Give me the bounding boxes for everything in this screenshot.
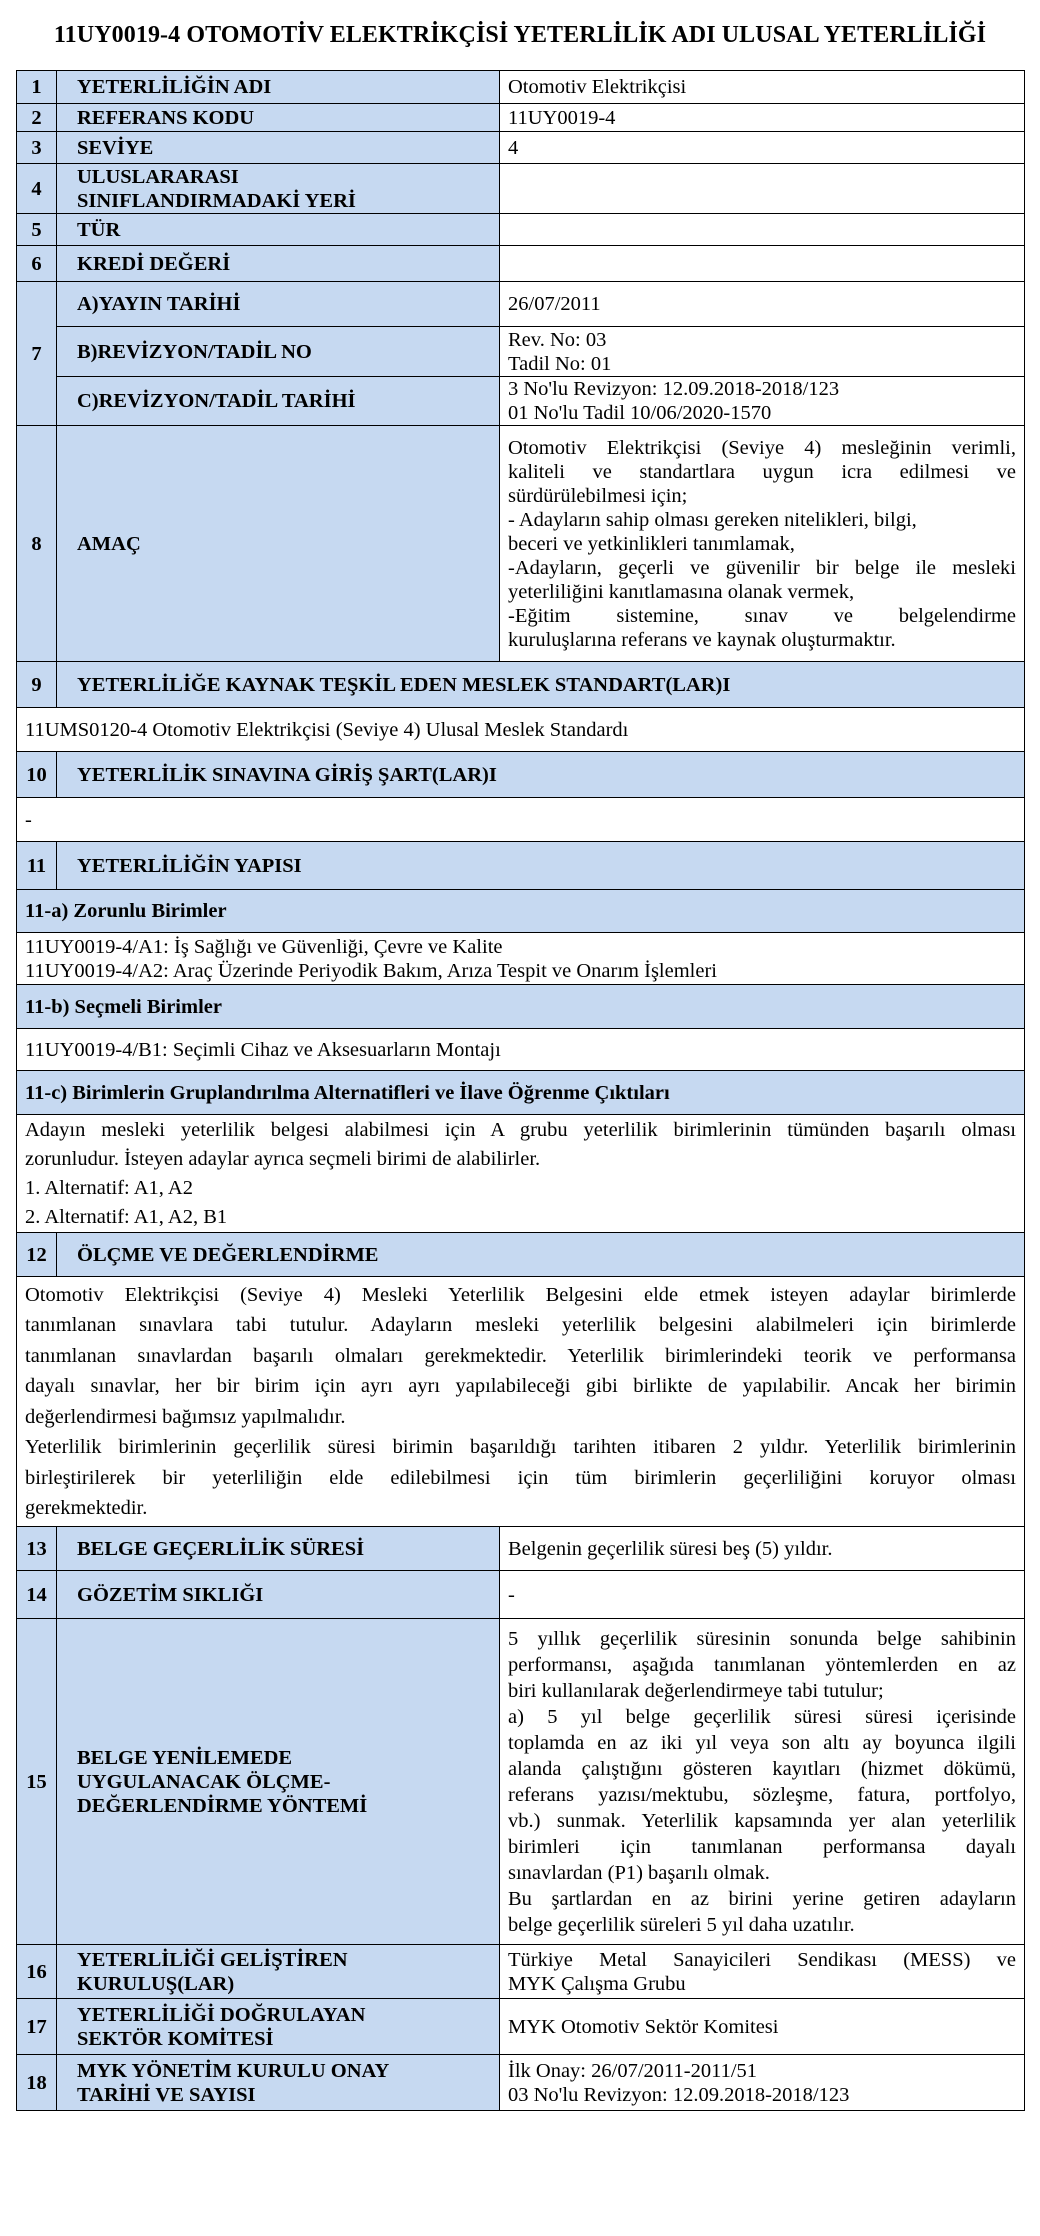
text-line: tanımlanan sınavlardan başarılı olmaları gerekmektedir. Yeterlilik birimlerindeki teorik ve performansa	[25, 1344, 1016, 1367]
row-value	[500, 327, 1025, 377]
text-line: değerlendirmesi bağımsız yapılmalıdır.	[25, 1405, 346, 1428]
document-title: 11UY0019-4 OTOMOTİV ELEKTRİKÇİSİ YETERLİLİK ADI ULUSAL YETERLİLİĞİ	[53, 22, 987, 48]
text-line: biri kullanılarak değerlendirmeye tabi tutulur;	[508, 1679, 884, 1702]
subsection-title: 11-a) Zorunlu Birimler	[17, 890, 1025, 933]
row-11a-title	[17, 890, 1025, 933]
row-17	[17, 1999, 1025, 2055]
row-number: 9	[17, 662, 57, 708]
label-line: TARİHİ VE SAYISI	[77, 2083, 256, 2106]
label-line: DEĞERLENDİRME YÖNTEMİ	[77, 1794, 368, 1817]
row-label: TÜR	[57, 214, 500, 246]
text-line: yeterliliğini kanıtlamasına olanak vermek,	[508, 580, 855, 603]
text-line: beceri ve yetkinlikleri tanımlamak,	[508, 532, 795, 555]
row-1	[17, 71, 1025, 104]
row-16	[17, 1945, 1025, 1999]
subsection-title: 11-c) Birimlerin Gruplandırılma Alternatifleri ve İlave Öğrenme Çıktıları	[17, 1071, 1025, 1115]
row-label: B)REVİZYON/TADİL NO	[57, 327, 500, 377]
row-11b-title	[17, 985, 1025, 1029]
row-8	[17, 426, 1025, 662]
text-line: -Eğitim sistemine, sınav ve belgelendirme	[508, 604, 1016, 627]
row-10-header	[17, 752, 1025, 798]
text-line: zorunludur. İsteyen adaylar ayrıca seçmeli birimi de alabilirler.	[25, 1147, 541, 1170]
row-6	[17, 246, 1025, 282]
row-value: Belgenin geçerlilik süresi beş (5) yıldır.	[500, 1527, 1025, 1571]
row-value: Otomotiv Elektrikçisi	[500, 71, 1025, 104]
row-value	[500, 2055, 1025, 2111]
row-number: 2	[17, 104, 57, 132]
row-11-header	[17, 842, 1025, 890]
row-number: 6	[17, 246, 57, 282]
row-9-content	[17, 708, 1025, 752]
row-number: 13	[17, 1527, 57, 1571]
row-value: -	[500, 1571, 1025, 1619]
row-label: KREDİ DEĞERİ	[57, 246, 500, 282]
row-10-content	[17, 798, 1025, 842]
label-line: SINIFLANDIRMADAKİ YERİ	[77, 189, 356, 212]
value-line: 03 No'lu Revizyon: 12.09.2018-2018/123	[508, 2083, 850, 2106]
label-line: ULUSLARARASI	[77, 165, 239, 188]
row-5	[17, 214, 1025, 246]
qualification-table	[16, 70, 1025, 2111]
text-line: 5 yıllık geçerlilik süresinin sonunda belge sahibinin	[508, 1627, 1016, 1650]
row-label: YETERLİLİĞİN ADI	[57, 71, 500, 104]
row-12-content	[17, 1277, 1025, 1527]
text-line: Adayın mesleki yeterlilik belgesi alabilmesi için A grubu yeterlilik birimlerinin tümünden başarılı olması	[25, 1118, 1016, 1141]
value-line: MYK Çalışma Grubu	[508, 1972, 686, 1995]
text-line: Otomotiv Elektrikçisi (Seviye 4) Mesleki Yeterlilik Belgesini elde etmek isteyen adaylar birimlerde	[25, 1283, 1016, 1306]
grouping-alternatives	[17, 1115, 1025, 1233]
section-header: YETERLİLİK SINAVINA GİRİŞ ŞART(LAR)I	[57, 752, 1025, 798]
text-line: kaliteli ve standartlara uygun icra edilmesi ve	[508, 460, 1016, 483]
text-line: alanda çalıştığını gösteren kayıtları (hizmet dökümü,	[508, 1757, 1016, 1780]
label-line: SEKTÖR KOMİTESİ	[77, 2027, 274, 2050]
row-label: SEVİYE	[57, 132, 500, 164]
text-line: tanımlanan sınavlara tabi tutulur. Adayların mesleki yeterlilik belgesini alabilmeleri için birimlerde	[25, 1314, 1016, 1336]
row-value: MYK Otomotiv Sektör Komitesi	[500, 1999, 1025, 2055]
row-value	[500, 246, 1025, 282]
text-line: Yeterlilik birimlerinin geçerlilik süresi birimin başarıldığı tarihten itibaren 2 yıldır. Yeterlilik birimlerinin	[25, 1436, 1016, 1458]
assessment-text	[17, 1277, 1025, 1527]
text-line: -Adayların, geçerli ve güvenilir bir belge ile mesleki	[508, 556, 1016, 579]
label-line: YETERLİLİĞİ DOĞRULAYAN	[77, 2003, 366, 2026]
text-line: birleştirilerek bir yeterliliğin elde edilebilmesi için tüm birimlerin geçerliliğini koruyor olması	[25, 1466, 1016, 1489]
row-label: BELGE GEÇERLİLİK SÜRESİ	[57, 1527, 500, 1571]
row-label: A)YAYIN TARİHİ	[57, 282, 500, 327]
row-value	[500, 1945, 1025, 1999]
label-line: BELGE YENİLEMEDE	[77, 1746, 293, 1769]
purpose-text	[500, 426, 1025, 662]
row-value: 4	[500, 132, 1025, 164]
value-line: 3 No'lu Revizyon: 12.09.2018-2018/123	[508, 378, 840, 400]
text-line: birimleri için tanımlanan performansa dayalı	[508, 1835, 1016, 1858]
value-line: 01 No'lu Tadil 10/06/2020-1570	[508, 402, 772, 424]
row-value: 11UY0019-4	[500, 104, 1025, 132]
value-line: Tadil No: 01	[508, 352, 612, 375]
text-line: vb.) sunmak. Yeterlilik kapsamında yer alan yeterlilik	[508, 1809, 1016, 1832]
text-line: gerekmektedir.	[25, 1497, 148, 1519]
row-number: 8	[17, 426, 57, 662]
section-header: YETERLİLİĞİN YAPISI	[57, 842, 1025, 890]
text-line: 2. Alternatif: A1, A2, B1	[25, 1205, 228, 1228]
row-number: 18	[17, 2055, 57, 2111]
row-label: GÖZETİM SIKLIĞI	[57, 1571, 500, 1619]
value-line: Türkiye Metal Sanayicileri Sendikası (MESS) ve	[508, 1948, 1016, 1971]
section-header: ÖLÇME VE DEĞERLENDİRME	[57, 1233, 1025, 1277]
row-11c-title	[17, 1071, 1025, 1115]
row-number: 3	[17, 132, 57, 164]
row-number: 16	[17, 1945, 57, 1999]
text-line: dayalı sınavlar, her bir birim için ayrı ayrı yapılabileceği gibi birlikte de yapılabilir. Ancak her birimin	[25, 1375, 1016, 1397]
row-number: 10	[17, 752, 57, 798]
value-line: İlk Onay: 26/07/2011-2011/51	[508, 2059, 758, 2082]
text-line: a) 5 yıl belge geçerlilik süresi süresi içerisinde	[508, 1705, 1016, 1728]
renewal-method-text	[500, 1619, 1025, 1945]
text-line: 1. Alternatif: A1, A2	[25, 1176, 193, 1199]
text-line: toplamda en az iki yıl veya son altı ay boyunca ilgili	[508, 1731, 1016, 1754]
subsection-title: 11-b) Seçmeli Birimler	[17, 985, 1025, 1029]
row-value	[500, 164, 1025, 214]
row-number: 11	[17, 842, 57, 890]
row-number: 7	[17, 282, 57, 426]
row-3	[17, 132, 1025, 164]
row-9-header	[17, 662, 1025, 708]
elective-units: 11UY0019-4/B1: Seçimli Cihaz ve Aksesuarların Montajı	[17, 1029, 1025, 1071]
row-number: 15	[17, 1619, 57, 1945]
text-line: Bu şartlardan en az birini yerine getiren adayların	[508, 1887, 1016, 1910]
text-line: performansı, aşağıda tanımlanan yöntemlerden en az	[508, 1653, 1016, 1676]
row-18	[17, 2055, 1025, 2111]
text-line: - Adayların sahip olması gereken nitelikleri, bilgi,	[508, 508, 917, 531]
row-label	[57, 2055, 500, 2111]
row-label: REFERANS KODU	[57, 104, 500, 132]
row-7b	[17, 327, 1025, 377]
row-number: 4	[17, 164, 57, 214]
row-label: AMAÇ	[57, 426, 500, 662]
row-label	[57, 1619, 500, 1945]
unit-item: 11UY0019-4/A1: İş Sağlığı ve Güvenliği, Çevre ve Kalite	[25, 935, 503, 958]
text-line: belge geçerlilik süreleri 5 yıl daha uzatılır.	[508, 1913, 855, 1936]
section-content: -	[17, 798, 1025, 842]
row-12-header	[17, 1233, 1025, 1277]
row-number: 12	[17, 1233, 57, 1277]
row-number: 5	[17, 214, 57, 246]
row-value	[500, 214, 1025, 246]
row-14	[17, 1571, 1025, 1619]
row-11c-content	[17, 1115, 1025, 1233]
row-7c	[17, 377, 1025, 426]
row-number: 1	[17, 71, 57, 104]
text-line: sınavlardan (P1) başarılı olmak.	[508, 1861, 770, 1884]
label-line: MYK YÖNETİM KURULU ONAY	[77, 2059, 390, 2082]
label-line: UYGULANACAK ÖLÇME-	[77, 1770, 331, 1793]
text-line: kuruluşlarına referans ve kaynak oluşturmaktır.	[508, 628, 896, 651]
row-value: 26/07/2011	[500, 282, 1025, 327]
text-line: referans yazısı/mektubu, sözleşme, fatura, portfolyo,	[508, 1783, 1016, 1806]
row-label: C)REVİZYON/TADİL TARİHİ	[57, 377, 500, 426]
unit-item: 11UY0019-4/A2: Araç Üzerinde Periyodik Bakım, Arıza Tespit ve Onarım İşlemleri	[25, 959, 717, 982]
row-label	[57, 164, 500, 214]
row-number: 17	[17, 1999, 57, 2055]
label-line: YETERLİLİĞİ GELİŞTİREN	[77, 1948, 348, 1971]
mandatory-units	[17, 933, 1025, 985]
label-line: KURULUŞ(LAR)	[77, 1972, 235, 1995]
section-content: 11UMS0120-4 Otomotiv Elektrikçisi (Seviye 4) Ulusal Meslek Standardı	[17, 708, 1025, 752]
value-line: Rev. No: 03	[508, 328, 607, 351]
row-number: 14	[17, 1571, 57, 1619]
row-2	[17, 104, 1025, 132]
row-label	[57, 1945, 500, 1999]
section-header: YETERLİLİĞE KAYNAK TEŞKİL EDEN MESLEK STANDART(LAR)I	[57, 662, 1025, 708]
row-value	[500, 377, 1025, 426]
row-4	[17, 164, 1025, 214]
text-line: sürdürülebilmesi için;	[508, 484, 688, 507]
row-label	[57, 1999, 500, 2055]
row-15	[17, 1619, 1025, 1945]
text-line: Otomotiv Elektrikçisi (Seviye 4) mesleğinin verimli,	[508, 436, 1016, 459]
row-11b-content	[17, 1029, 1025, 1071]
row-13	[17, 1527, 1025, 1571]
row-11a-content	[17, 933, 1025, 985]
row-7a	[17, 282, 1025, 327]
